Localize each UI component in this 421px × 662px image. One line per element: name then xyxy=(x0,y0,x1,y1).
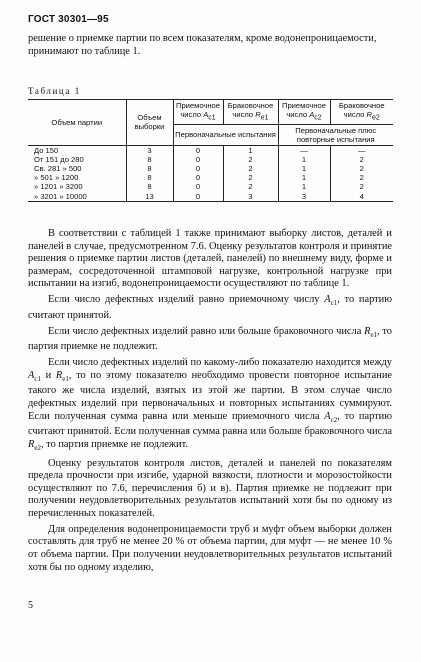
col-ac1-header: Приемочное число $A_{c1}$ xyxy=(173,100,223,125)
cell-party: До 150 xyxy=(34,145,59,155)
paragraph-1: В соответствии с таблицей 1 также принимают выборку листов, деталей и панелей в случае, предусмотренном 7.6. Оценку результатов контроля и принятие решения о приемке партии листов (деталей, панелей) по внешнему виду, форме и размерам, сосредоточенной штамповой нагрузке, контрольной нагрузке при испытании на изгиб, водонепроницаемости осуществляют по таблице 1. xyxy=(28,228,392,290)
cell-party: » 1201 » 3200 xyxy=(34,182,83,192)
col-re1-header: Браковочное число $R_{e1}$ xyxy=(223,100,278,125)
cell-sample: 8 xyxy=(126,182,173,191)
table-label: Таблица 1 xyxy=(28,86,81,96)
cell-re1: 2 xyxy=(223,173,278,182)
page-number: 5 xyxy=(28,600,33,611)
paragraph-4: Если число дефектных изделий по какому-либо показателю находится между $A_{c1}$ и $R_{e1}$, то по этому показателю необходимо провести повторное испытание такого же числа изделий, взятых из этой же партии. В этом случае число дефектных изделий при первоначальных и повторных испытаниях суммируют. Если полученная сумма равна или меньше приемочного числа $A_{c2}$, то партию считают принятой. Если полученная сумма равна или больше браковочного числа $R_{e2}$, то партия приемке не подлежит. xyxy=(28,357,392,452)
cell-re2: 2 xyxy=(330,164,393,173)
cell-sample: 8 xyxy=(126,164,173,173)
paragraph-2: Если число дефектных изделий равно приемочному числу $A_{c1}$, то партию считают принятой. xyxy=(28,294,392,321)
cell-re2: — xyxy=(330,145,393,155)
col-ac2-header: Приемочное число $A_{c2}$ xyxy=(278,100,330,125)
cell-party: Св. 281 » 500 xyxy=(34,163,82,173)
cell-ac1: 0 xyxy=(173,155,223,164)
cell-ac1: 0 xyxy=(173,164,223,173)
cell-re1: 3 xyxy=(223,192,278,202)
table-row xyxy=(28,192,393,202)
cell-party: » 3201 » 10000 xyxy=(34,191,87,201)
cell-ac2: 3 xyxy=(278,192,330,202)
cell-re2: 2 xyxy=(330,182,393,191)
cell-re2: 2 xyxy=(330,173,393,182)
cell-re1: 2 xyxy=(223,155,278,164)
cell-sample: 8 xyxy=(126,155,173,164)
cell-ac1: 0 xyxy=(173,182,223,191)
cell-ac2: 1 xyxy=(278,164,330,173)
cell-party: От 151 до 280 xyxy=(34,154,84,164)
col-re2-header: Браковочное число $R_{e2}$ xyxy=(330,100,393,125)
col-party-header: Объем партии xyxy=(28,100,126,146)
cell-re1: 2 xyxy=(223,182,278,191)
table-row xyxy=(28,145,393,155)
cell-sample: 13 xyxy=(126,192,173,202)
table-row xyxy=(28,173,393,182)
paragraph-5: Оценку результатов контроля листов, деталей и панелей по показателям предела прочности при изгибе, ударной вязкости, плотности и морозостойкости осуществляют по 7.6, перечисления б) и в). Партия приемке не подлежит при получении неудовлетворительных результатов испытаний хотя бы по одному из перечисленных показателей. xyxy=(28,457,392,520)
cell-ac2: — xyxy=(278,145,330,155)
cell-re2: 4 xyxy=(330,192,393,202)
cell-ac2: 1 xyxy=(278,155,330,164)
cell-re2: 2 xyxy=(330,155,393,164)
cell-sample: 3 xyxy=(126,145,173,155)
cell-ac1: 0 xyxy=(173,173,223,182)
cell-ac1: 0 xyxy=(173,145,223,155)
body-text xyxy=(28,228,392,577)
cell-re1: 1 xyxy=(223,145,278,155)
cell-sample: 8 xyxy=(126,173,173,182)
col-sample-header: Объем выборки xyxy=(126,100,173,146)
table-row xyxy=(28,182,393,191)
table-row xyxy=(28,155,393,164)
standard-header: ГОСТ 30301—95 xyxy=(28,14,109,25)
cell-ac1: 0 xyxy=(173,192,223,202)
cell-ac2: 1 xyxy=(278,182,330,191)
sampling-table xyxy=(28,99,393,202)
sub-header-first: Первоначальные испытания xyxy=(173,124,278,145)
sub-header-second: Первоначальные плюс повторные испытания xyxy=(278,124,393,145)
table-row xyxy=(28,164,393,173)
cell-party: » 501 » 1200 xyxy=(34,173,79,183)
cell-re1: 2 xyxy=(223,164,278,173)
paragraph-6: Для определения водонепроницаемости труб и муфт объем выборки должен составлять для труб не менее 20 % от объема партии, для муфт — не менее 10 % от объема партии. При получении неудовлетворительных результатов испытаний хотя бы по одному изделию, xyxy=(28,523,392,573)
intro-text: решение о приемке партии по всем показателям, кроме водонепроницаемости, принимают по таблице 1. xyxy=(28,33,377,57)
cell-ac2: 1 xyxy=(278,173,330,182)
paragraph-3: Если число дефектных изделий равно или больше браковочного числа $R_{e1}$, то партия приемке не подлежит. xyxy=(28,325,392,353)
